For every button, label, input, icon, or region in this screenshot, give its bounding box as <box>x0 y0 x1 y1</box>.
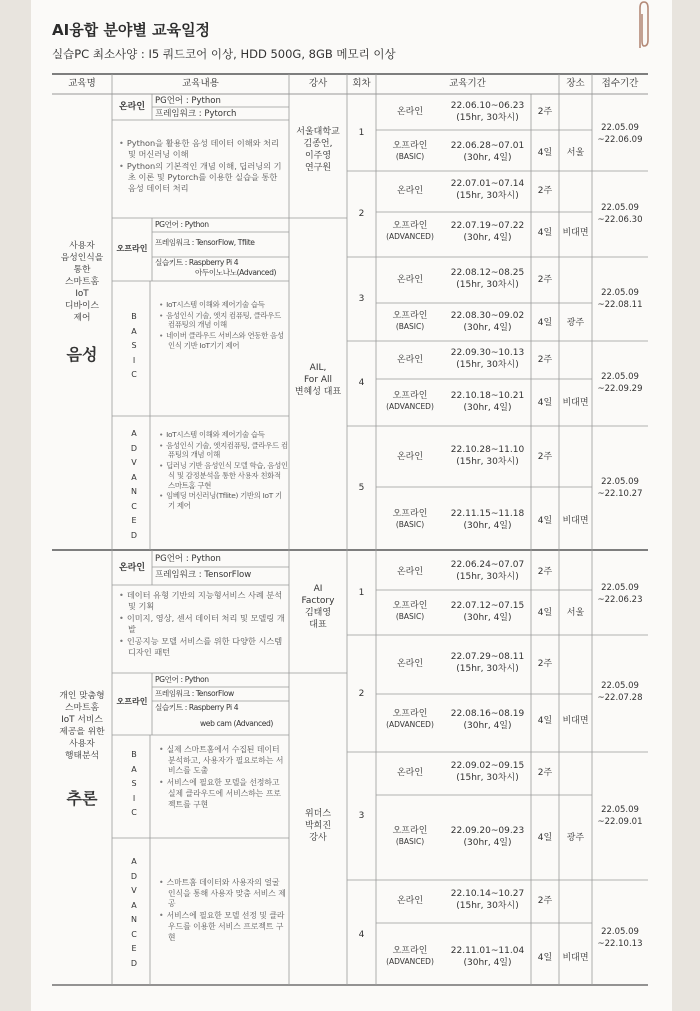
header-course-name: 교육명 <box>68 78 96 89</box>
session-type: 오프라인 (BASIC) <box>392 311 428 331</box>
offline-item: 실습키트 : Raspberry Pi 4 <box>155 258 239 267</box>
session-duration: 2주 <box>537 355 553 365</box>
offline-item: 아두이노나노(Advanced) <box>195 268 277 277</box>
apply-period: 22.05.09 ~22.10.27 <box>597 477 643 499</box>
session-type: 오프라인 (ADVANCED) <box>386 946 434 966</box>
session-duration: 4일 <box>537 398 553 408</box>
session-date: 22.10.14~10.27 (15hr, 30차시) <box>450 889 525 911</box>
session-place: 비대면 <box>562 516 589 526</box>
session-date: 22.10.18~10.21 (30hr, 4일) <box>450 391 525 413</box>
session-duration: 2주 <box>537 768 553 778</box>
session-duration: 2주 <box>537 659 553 669</box>
apply-period: 22.05.09 ~22.10.13 <box>597 927 643 949</box>
session-duration: 2주 <box>537 452 553 462</box>
online-bullets: • Python을 활용한 음성 데이터 이해와 처리 및 머신러닝 이해 • Python의 기본적인 개념 이해, 딥러닝의 기초 이론 및 Pytorch를 이용한 실습을 통한 음성 데이터 처리 <box>118 138 286 195</box>
offline-item: 실습키트 : Raspberry Pi 4 <box>155 703 239 712</box>
session-type: 오프라인 (BASIC) <box>392 601 428 621</box>
apply-period: 22.05.09 ~22.06.23 <box>597 583 643 605</box>
session-type: 오프라인 (BASIC) <box>392 141 428 161</box>
session-place: 비대면 <box>562 716 589 726</box>
session-duration: 2주 <box>537 275 553 285</box>
session-duration: 2주 <box>537 567 553 577</box>
session-duration: 4일 <box>537 228 553 238</box>
round-number: 3 <box>358 811 365 821</box>
course-name-voice: 사용자 음성인식을 통한 스마트홈 IoT 디바이스 제어 <box>60 241 104 323</box>
advanced-vertical-label: A D V A N C E D <box>130 429 138 540</box>
session-type: 온라인 <box>396 275 424 285</box>
session-date: 22.09.20~09.23 (30hr, 4일) <box>450 826 525 848</box>
session-date: 22.06.10~06.23 (15hr, 30차시) <box>450 101 525 123</box>
session-date: 22.07.01~07.14 (15hr, 30차시) <box>450 179 525 201</box>
basic-bullets: • IoT시스템 이해와 제어기술 습득 • 음성인식 기술, 엣지 컴퓨팅, 클라우드 컴퓨팅의 개념 이해 • 네이버 클라우드 서비스와 연동한 음성인식 기반 IoT기기 제어 <box>158 300 288 352</box>
header-content: 교육내용 <box>182 78 219 89</box>
header-instructor: 강사 <box>308 78 328 89</box>
session-date: 22.10.28~11.10 (15hr, 30차시) <box>450 445 525 467</box>
session-date: 22.08.12~08.25 (15hr, 30차시) <box>450 268 525 290</box>
session-type: 온라인 <box>396 659 424 669</box>
apply-period: 22.05.09 ~22.09.01 <box>597 805 643 827</box>
offline-item: web cam (Advanced) <box>200 719 273 728</box>
session-date: 22.08.30~09.02 (30hr, 4일) <box>450 311 525 333</box>
online-bullets: • 데이터 유형 기반의 지능형서비스 사례 분석 및 기획 • 이미지, 영상, 센서 데이터 처리 및 모델링 개발 • 인공지능 모델 서비스를 위한 다양한 시스템 디자인 패턴 <box>118 590 286 659</box>
session-type: 온라인 <box>396 186 424 196</box>
basic-bullets: • 실제 스마트홈에서 수집된 데이터 분석하고, 사용자가 필요로하는 서비스를 도출 • 서비스에 필요한 모델을 선정하고 실제 클라우드에 서비스하는 프로젝트를 구현 <box>158 745 288 811</box>
round-number: 2 <box>358 209 365 219</box>
header-round: 회차 <box>352 78 371 89</box>
course-name-inference: 개인 맞춤형 스마트홈 IoT 서비스 제공을 위한 사용자 행태분석 <box>59 691 105 761</box>
instructor-withus: 위더스 박희진 강사 <box>304 809 332 843</box>
apply-period: 22.05.09 ~22.06.30 <box>597 203 643 225</box>
online-item: PG언어 : Python <box>155 96 221 106</box>
online-item: 프레임워크 : TensorFlow <box>155 570 252 580</box>
session-date: 22.09.02~09.15 (15hr, 30차시) <box>450 761 525 783</box>
session-duration: 2주 <box>537 186 553 196</box>
session-place: 비대면 <box>562 398 589 408</box>
session-type: 오프라인 (ADVANCED) <box>386 391 434 411</box>
session-duration: 4일 <box>537 833 553 843</box>
offline-label: 오프라인 <box>116 244 148 253</box>
session-duration: 4일 <box>537 148 553 158</box>
session-place: 광주 <box>566 833 585 843</box>
session-date: 22.07.19~07.22 (30hr, 4일) <box>450 221 525 243</box>
round-number: 3 <box>358 294 365 304</box>
session-date: 22.09.30~10.13 (15hr, 30차시) <box>450 348 525 370</box>
round-number: 4 <box>358 378 365 388</box>
header-apply: 접수기간 <box>601 78 639 89</box>
advanced-bullets: • 스마트홈 데이터와 사용자의 얼굴 인식을 통해 사용자 맞춤 서비스 제공 • 서비스에 필요한 모델 선정 및 클라우드를 이용한 서비스 프로젝트 구현 <box>158 878 288 944</box>
session-type: 온라인 <box>396 355 424 365</box>
session-type: 오프라인 (BASIC) <box>392 826 428 846</box>
session-type: 온라인 <box>396 567 424 577</box>
session-type: 온라인 <box>396 768 424 778</box>
offline-item: PG언어 : Python <box>155 220 209 229</box>
session-date: 22.07.29~08.11 (15hr, 30차시) <box>450 652 525 674</box>
online-label: 온라인 <box>118 102 146 112</box>
offline-label: 오프라인 <box>116 697 148 706</box>
offline-item: 프레임워크 : TensorFlow <box>155 689 234 698</box>
instructor-seoul: 서울대학교 김종언, 이주영 연구원 <box>296 127 340 173</box>
offline-item: 프레임워크 : TensorFlow, Tflite <box>155 238 255 247</box>
advanced-bullets: • IoT시스템 이해와 제어기술 습득 • 음성인식 기술, 엣지컴퓨팅, 클라우드 컴퓨팅의 개념 이해 • 딥러닝 기반 음성인식 모델 학습, 음성인식 및 감정분석을 통한 사용자 친화적 스마트홈 구현 • 임베딩 머신러닝(Tflite) 기반의 IoT 기기 제어 <box>158 430 288 512</box>
session-place: 비대면 <box>562 953 589 963</box>
offline-item: PG언어 : Python <box>155 675 209 684</box>
session-date: 22.11.01~11.04 (30hr, 4일) <box>450 946 525 968</box>
category-voice: 음성 <box>66 345 98 364</box>
pc-spec-note: 실습PC 최소사양 : I5 쿼드코어 이상, HDD 500G, 8GB 메모리 이상 <box>52 47 396 61</box>
page-title: AI융합 분야별 교육일정 <box>52 21 211 39</box>
header-place: 장소 <box>566 78 585 89</box>
session-duration: 2주 <box>537 107 553 117</box>
session-duration: 4일 <box>537 318 553 328</box>
session-duration: 4일 <box>537 516 553 526</box>
online-item: PG언어 : Python <box>155 554 221 564</box>
instructor-ai-factory: AI Factory 김태영 대표 <box>301 584 335 630</box>
session-date: 22.06.24~07.07 (15hr, 30차시) <box>450 560 525 582</box>
session-date: 22.08.16~08.19 (30hr, 4일) <box>450 709 525 731</box>
session-date: 22.11.15~11.18 (30hr, 4일) <box>450 509 525 531</box>
session-type: 오프라인 (ADVANCED) <box>386 709 434 729</box>
basic-vertical-label: B A S I C <box>131 312 137 379</box>
instructor-ail: AIL, For All 변혜성 대표 <box>294 363 342 397</box>
apply-period: 22.05.09 ~22.08.11 <box>597 288 643 310</box>
session-date: 22.06.28~07.01 (30hr, 4일) <box>450 141 525 163</box>
header-period: 교육기간 <box>449 78 486 89</box>
round-number: 4 <box>358 930 365 940</box>
session-duration: 4일 <box>537 716 553 726</box>
apply-period: 22.05.09 ~22.07.28 <box>597 681 643 703</box>
advanced-vertical-label: A D V A N C E D <box>130 857 138 968</box>
basic-vertical-label: B A S I C <box>131 750 137 817</box>
session-duration: 4일 <box>537 953 553 963</box>
session-place: 서울 <box>566 148 585 158</box>
session-type: 온라인 <box>396 107 424 117</box>
round-number: 1 <box>358 128 365 138</box>
online-item: 프레임워크 : Pytorch <box>155 109 237 119</box>
session-place: 비대면 <box>562 228 589 238</box>
apply-period: 22.05.09 ~22.09.29 <box>597 372 643 394</box>
session-type: 온라인 <box>396 896 424 906</box>
session-duration: 4일 <box>537 608 553 618</box>
category-inference: 추론 <box>66 789 98 808</box>
round-number: 2 <box>358 689 365 699</box>
session-date: 22.07.12~07.15 (30hr, 4일) <box>450 601 525 623</box>
session-type: 온라인 <box>396 452 424 462</box>
round-number: 1 <box>358 588 365 598</box>
apply-period: 22.05.09 ~22.06.09 <box>597 123 643 145</box>
session-place: 서울 <box>566 608 585 618</box>
session-type: 오프라인 (ADVANCED) <box>386 221 434 241</box>
session-duration: 2주 <box>537 896 553 906</box>
session-type: 오프라인 (BASIC) <box>392 509 428 529</box>
round-number: 5 <box>358 483 365 493</box>
session-place: 광주 <box>566 318 585 328</box>
online-label: 온라인 <box>118 563 146 573</box>
